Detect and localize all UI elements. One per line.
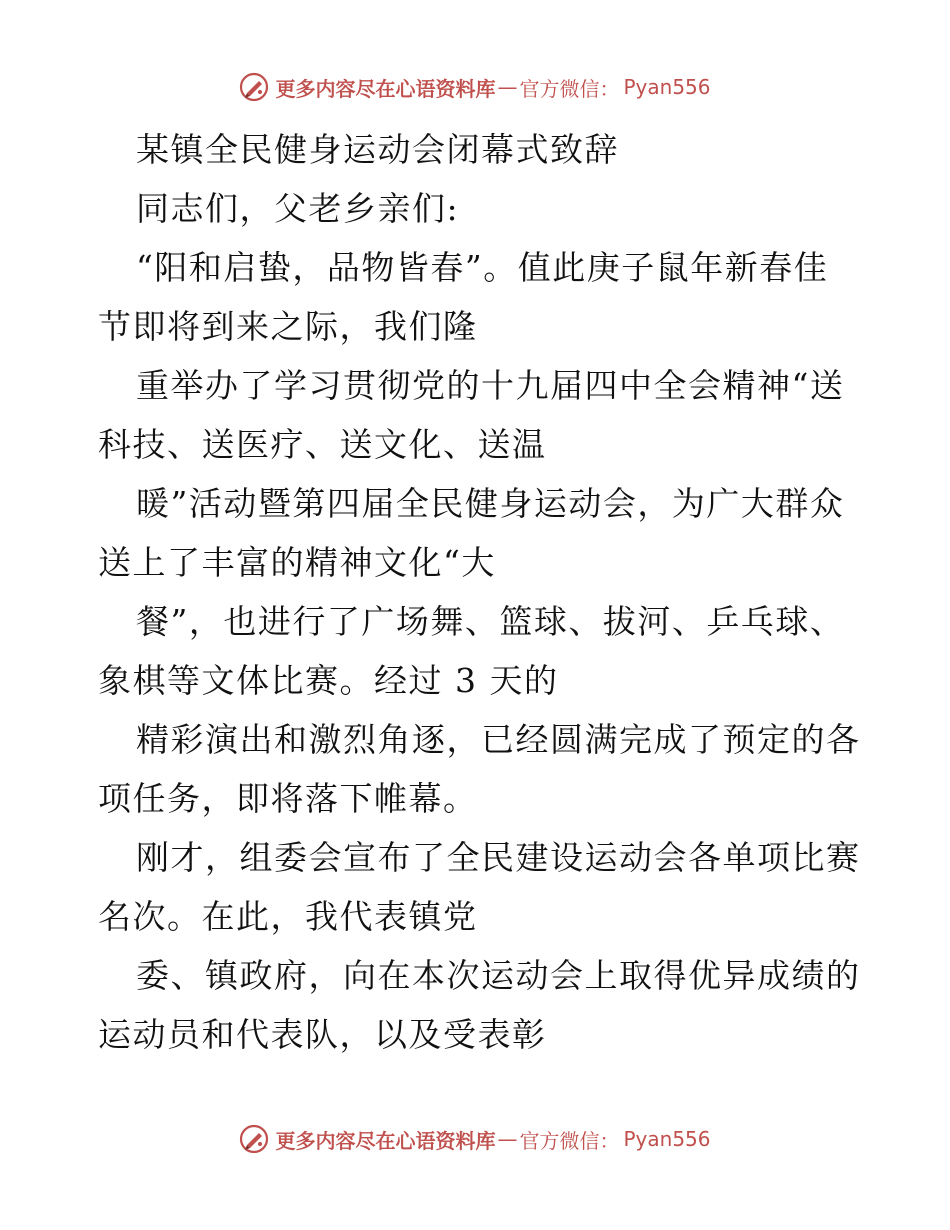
text-line: “阳和启蛰，品物皆春”。值此庚子鼠年新春佳	[136, 248, 829, 287]
paragraph-lines	[98, 179, 861, 1064]
text-line: 精彩演出和激烈角逐，已经圆满完成了预定的各	[136, 720, 861, 759]
text-line: 重举办了学习贯彻党的十九届四中全会精神“送	[136, 366, 845, 405]
text-line: 科技、送医疗、送文化、送温	[98, 425, 547, 464]
header-watermark	[0, 72, 950, 102]
text-line: 送上了丰富的精神文化“大	[98, 543, 496, 582]
text-line: 刚才，组委会宣布了全民建设运动会各单项比赛	[136, 838, 861, 877]
watermark-brand: 更多内容尽在心语资料库	[275, 76, 496, 101]
text-line: 暖”活动暨第四届全民健身运动会，为广大群众	[136, 484, 845, 523]
watermark-separator: —	[497, 75, 518, 99]
watermark-separator: —	[497, 1127, 518, 1151]
watermark-wechat-id: Pyan556	[623, 75, 711, 99]
pen-logo-icon	[239, 72, 269, 102]
watermark-wechat-label: 官方微信：	[519, 76, 620, 101]
text-line: 象棋等文体比赛。经过 3 天的	[98, 661, 559, 700]
text-line: 节即将到来之际，我们隆	[98, 307, 478, 346]
text-line: 委、镇政府，向在本次运动会上取得优异成绩的	[136, 956, 861, 995]
pen-logo-icon	[239, 1124, 269, 1154]
text-line: 运动员和代表队，以及受表彰	[98, 1015, 547, 1054]
text-line: 名次。在此，我代表镇党	[98, 897, 478, 936]
text-line: 项任务，即将落下帷幕。	[98, 779, 478, 818]
watermark-wechat-label: 官方微信：	[519, 1128, 620, 1153]
text-line: 同志们，父老乡亲们:	[136, 189, 460, 228]
watermark-wechat-id: Pyan556	[623, 1127, 711, 1151]
document-title: 某镇全民健身运动会闭幕式致辞	[136, 130, 619, 169]
text-line: 餐”，也进行了广场舞、篮球、拔河、乒乓球、	[136, 602, 845, 641]
footer-watermark	[0, 1124, 950, 1154]
document-body	[98, 120, 861, 1064]
watermark-brand: 更多内容尽在心语资料库	[275, 1128, 496, 1153]
